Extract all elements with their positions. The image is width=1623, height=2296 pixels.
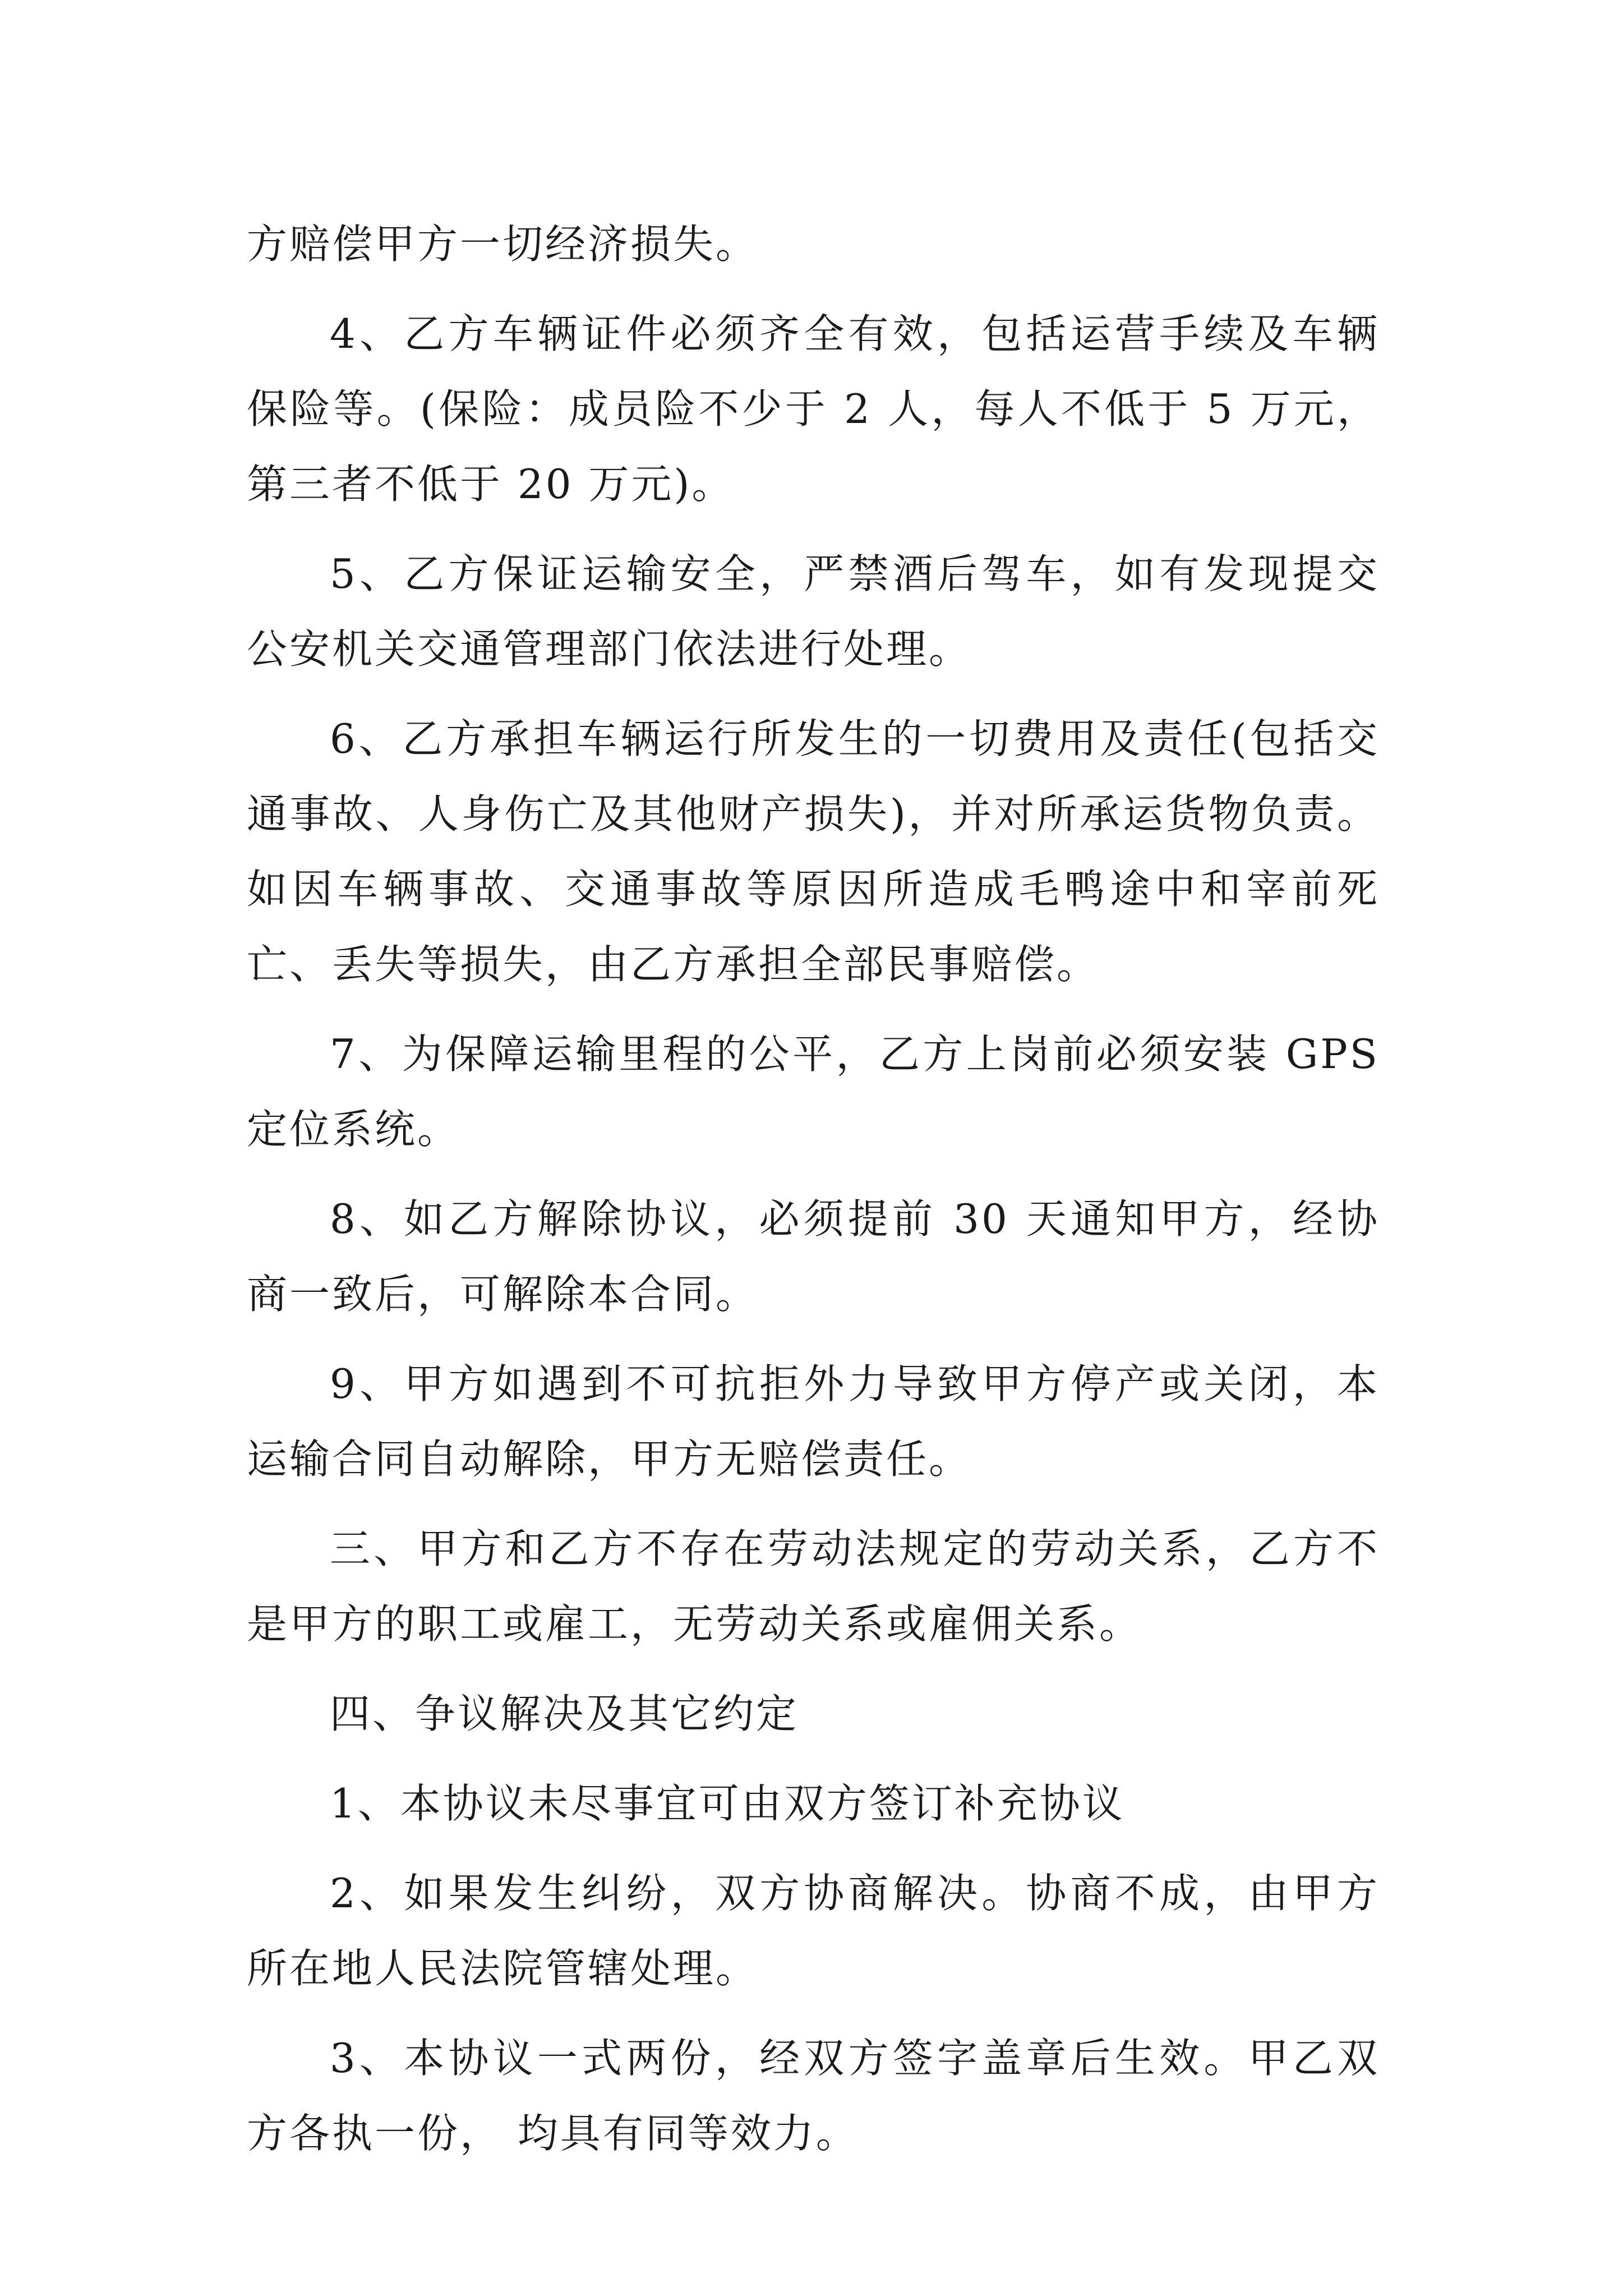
paragraph-section-4-item-3: 3、本协议一式两份，经双方签字盖章后生效。甲乙双方各执一份， 均具有同等效力。 — [247, 2035, 1380, 2157]
paragraph-section-4-item-2: 2、如果发生纠纷，双方协商解决。协商不成，由甲方所在地人民法院管辖处理。 — [247, 1870, 1380, 1992]
paragraph-clause-9: 9、甲方如遇到不可抗拒外力导致甲方停产或关闭，本运输合同自动解除，甲方无赔偿责任。 — [247, 1360, 1380, 1483]
section-heading-4: 四、争议解决及其它约定 — [330, 1690, 799, 1737]
paragraph-section-3: 三、甲方和乙方不存在劳动法规定的劳动关系，乙方不是甲方的职工或雇工，无劳动关系或雇佣关系。 — [247, 1525, 1380, 1648]
paragraph-clause-5: 5、乙方保证运输安全，严禁酒后驾车，如有发现提交公安机关交通管理部门依法进行处理。 — [247, 550, 1380, 673]
paragraph-section-4-item-1: 1、本协议未尽事宜可由双方签订补充协议 — [330, 1780, 1125, 1827]
paragraph-clause-7: 7、为保障运输里程的公平，乙方上岗前必须安装 GPS 定位系统。 — [247, 1030, 1380, 1153]
document-body — [247, 206, 1380, 2185]
paragraph-continuation: 方赔偿甲方一切经济损失。 — [247, 220, 759, 268]
paragraph-clause-8: 8、如乙方解除协议，必须提前 30 天通知甲方，经协商一致后，可解除本合同。 — [247, 1195, 1380, 1318]
paragraph-clause-4: 4、乙方车辆证件必须齐全有效，包括运营手续及车辆保险等。(保险：成员险不少于 2 人，每人不低于 5 万元，第三者不低于 20 万元)。 — [247, 310, 1380, 508]
paragraph-clause-6: 6、乙方承担车辆运行所发生的一切费用及责任(包括交通事故、人身伤亡及其他财产损失)，并对所承运货物负责。如因车辆事故、交通事故等原因所造成毛鸭途中和宰前死亡、丢失等损失，由乙方承担全部民事赔偿。 — [247, 715, 1380, 988]
